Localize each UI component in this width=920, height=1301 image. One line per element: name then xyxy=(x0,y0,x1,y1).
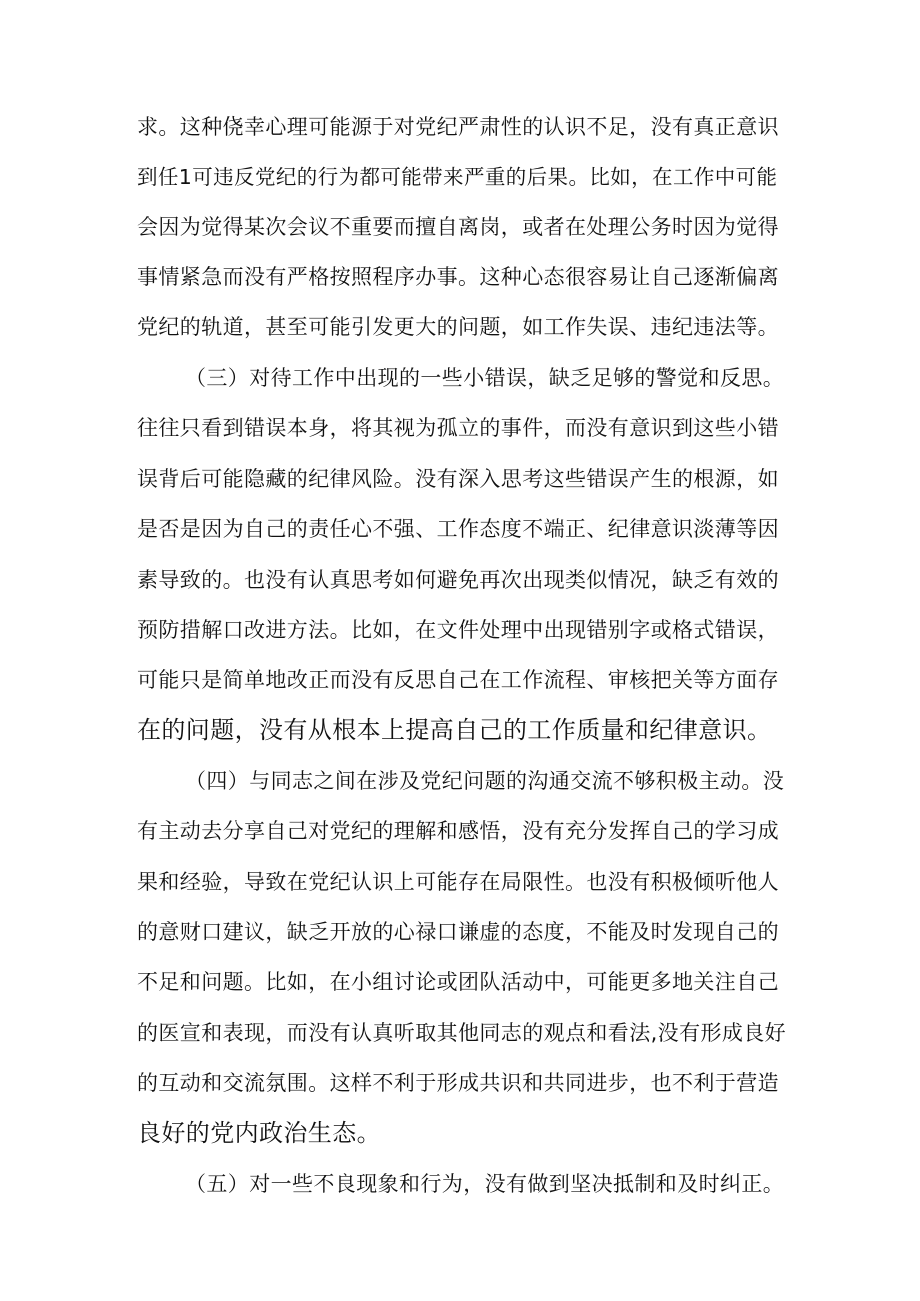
text-line: 的互动和交流氛围。这样不利于形成共识和共同进步，也不利于营造 xyxy=(137,1071,779,1095)
section-heading-four: （四）与同志之间在涉及党纪问题的沟通交流不够积极主动。没 xyxy=(185,769,785,793)
text-line: 不足和问题。比如，在小组讨论或团队活动中，可能更多地关注自己 xyxy=(137,970,779,994)
section-heading-five: （五）对一些不良现象和行为，没有做到坚决抵制和及时纠正。 xyxy=(185,1172,785,1196)
text-line: 在的问题，没有从根本上提高自己的工作质量和纪律意识。 xyxy=(137,716,772,744)
text-line: 求。这种侥幸心理可能源于对党纪严肃性的认识不足，没有真正意识 xyxy=(137,115,779,139)
text-line: 果和经验，导致在党纪认识上可能存在局限性。也没有积极倾听他人 xyxy=(137,870,779,894)
text-line: 良好的党内政治生态。 xyxy=(137,1119,381,1147)
text-line: 素导致的。也没有认真思考如何避免再次出现类似情况，缺乏有效的 xyxy=(137,568,779,592)
text-line: 的医宣和表现，而没有认真听取其他同志的观点和看法,没有形成良好 xyxy=(137,1021,787,1045)
text-line: 会因为觉得某次会议不重要而擅自离岗，或者在处理公务时因为觉得 xyxy=(137,215,779,239)
text-line: 可能只是简单地改正而没有反思自己在工作流程、审核把关等方面存 xyxy=(137,668,779,692)
text-line: 有主动去分享自己对党纪的理解和感悟，没有充分发挥自己的学习成 xyxy=(137,819,779,843)
text-line: 的意财口建议，缺乏开放的心禄口谦虚的态度，不能及时发现自己的 xyxy=(137,920,779,944)
text-line: 预防措解口改进方法。比如，在文件处理中出现错别字或格式错误， xyxy=(137,618,779,642)
text-line: 事情紧急而没有严格按照程序办事。这种心态很容易让自己逐渐偏离 xyxy=(137,265,779,289)
text-line: 往往只看到错误本身，将其视为孤立的事件，而没有意识到这些小错 xyxy=(137,416,779,440)
text-line: 到任1可违反党纪的行为都可能带来严重的后果。比如，在工作中可能 xyxy=(137,165,778,189)
text-line: 党纪的轨道，甚至可能引发更大的问题，如工作失误、违纪违法等。 xyxy=(137,315,779,339)
section-heading-three: （三）对待工作中出现的一些小错误，缺乏足够的警觉和反思。 xyxy=(185,366,785,390)
text-line: 是否是因为自己的责任心不强、工作态度不端正、纪律意识淡薄等因 xyxy=(137,517,779,541)
text-line: 误背后可能隐藏的纪律风险。没有深入思考这些错误产生的根源，如 xyxy=(137,467,779,491)
